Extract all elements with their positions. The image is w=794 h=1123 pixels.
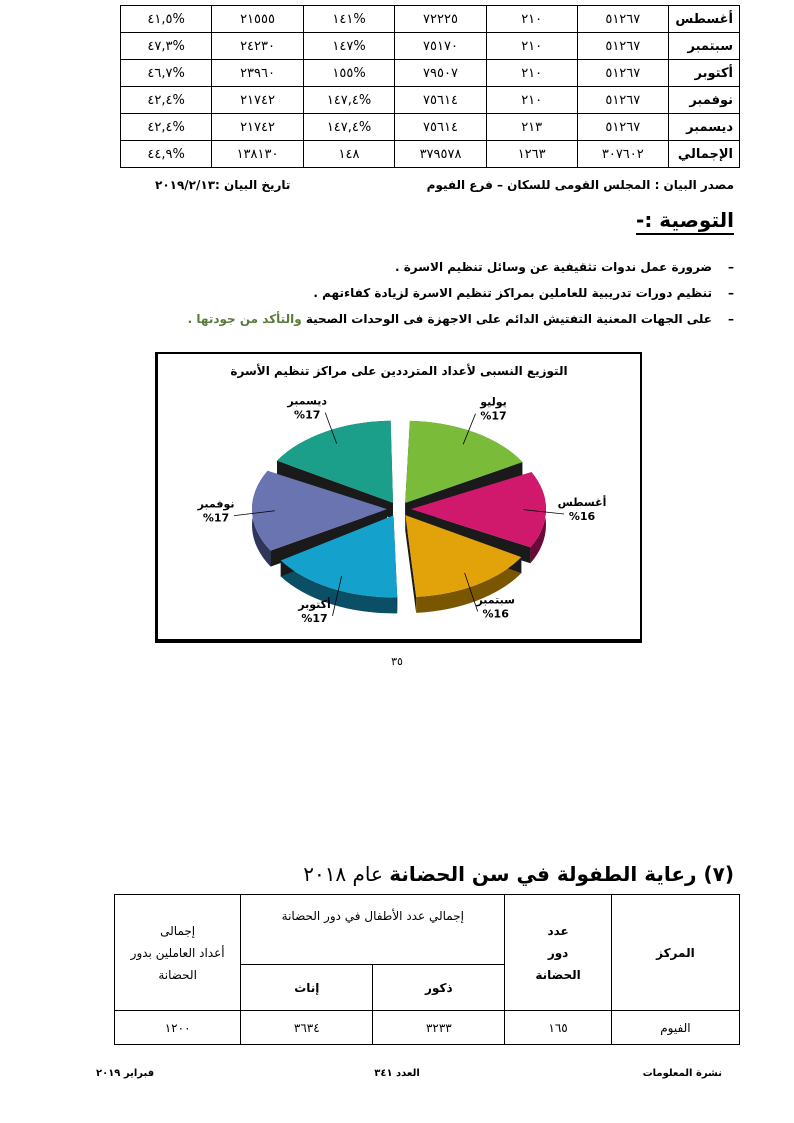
list-item: –تنظيم دورات تدريبية للعاملين بمراكز تنظيم الاسرة لزيادة كفاءتهم . [313,286,734,300]
cell-females: ٣٦٣٤ [241,1011,373,1045]
slice-label-value: %17 [301,611,328,625]
chart-title: التوزيع النسبى لأعداد المترددين على مراكز تنظيم الأسرة [230,364,568,378]
recommendation-title: التوصية :- [636,208,734,235]
table-cell: ٥١٢٦٧ [577,6,668,33]
slice-label-value: %16 [568,510,596,524]
table-row [121,114,740,141]
table-cell: ٧٥١٧٠ [395,33,486,60]
table-cell: ٥١٢٦٧ [577,87,668,114]
page-number: ٣٥ [391,655,403,668]
table-cell: ٢١٥٥٥ [212,6,303,33]
table-row [121,87,740,114]
header-children-total: إجمالي عدد الأطفال في دور الحضانة [241,895,505,965]
table-cell: ٧٥٦١٤ [395,87,486,114]
table-cell: %٤٤,٩ [121,141,212,168]
table-row [121,141,740,168]
slice-label-value: %17 [480,409,507,423]
slice-label-category: سبتمبر [476,593,515,607]
table-cell: %١٤٧,٤ [303,114,395,141]
table-row [121,60,740,87]
table-row [121,33,740,60]
row-label: أكتوبر [669,60,740,87]
table-cell: %٤٢,٤ [121,114,212,141]
footer-publication: نشرة المعلومات [642,1068,722,1079]
row-label: أغسطس [669,6,740,33]
header-nurseries: عدد دور الحضانة [505,895,611,1011]
pie-chart [155,352,642,643]
table-cell: %٤٦,٧ [121,60,212,87]
table-cell: ٢١٣ [486,114,577,141]
slice-label-category: ديسمبر [287,394,328,408]
slice-label-category: يوليو [480,395,507,409]
slice-label-category: أكتوبر [298,597,331,611]
cell-males: ٣٢٣٣ [373,1011,505,1045]
table-cell: ١٢٦٣ [486,141,577,168]
row-label: الإجمالي [669,141,740,168]
table-cell: ٧٩٥٠٧ [395,60,486,87]
table-cell: ٢١٧٤٢ [212,114,303,141]
slice-label-value: %17 [202,511,230,525]
table-cell: ٥١٢٦٧ [577,114,668,141]
footer-issue: العدد ٣٤١ [374,1068,420,1079]
table-row [121,6,740,33]
row-label: نوفمبر [669,87,740,114]
table-cell: ٧٢٢٢٥ [395,6,486,33]
slice-label-value: %16 [482,607,509,621]
cell-workers: ١٢٠٠ [115,1011,241,1045]
pie-chart-svg [158,354,640,639]
list-item: –ضرورة عمل ندوات تثقيفية عن وسائل تنظيم الاسرة . [394,260,734,274]
table-cell: ٥١٢٦٧ [577,60,668,87]
row-label: ديسمبر [669,114,740,141]
table-cell: ٧٥٦١٤ [395,114,486,141]
header-center: المركز [611,895,739,1011]
table-cell: ١٤٨ [303,141,395,168]
table-cell: ٢١٠ [486,60,577,87]
table-cell: ٢٣٩٦٠ [212,60,303,87]
header-males: ذكور [373,965,505,1011]
table-cell: ٢١٠ [486,6,577,33]
table-cell: ٢١٧٤٢ [212,87,303,114]
data-date: تاريخ البيان :٢٠١٩/٢/١٣ [155,178,291,192]
table-cell: ٥١٢٦٧ [577,33,668,60]
row-label: سبتمبر [669,33,740,60]
table-cell: ٣٧٩٥٧٨ [395,141,486,168]
table-cell: %١٤٧,٤ [303,87,395,114]
table-cell: %٤٢,٤ [121,87,212,114]
table-cell: %٤١,٥ [121,6,212,33]
data-source: مصدر البيان : المجلس القومى للسكان – فرع الفيوم [426,178,734,192]
slice-label-value: %17 [294,408,321,422]
childcare-table [114,894,740,1045]
table-cell: ١٣٨١٣٠ [212,141,303,168]
recommendation-list [174,258,734,336]
section-title: (٧) رعاية الطفولة في سن الحضانة عام ٢٠١٨ [303,862,734,886]
header-females: إناث [241,965,373,1011]
slice-label-category: أغسطس [557,496,607,510]
table-cell: ٢١٠ [486,33,577,60]
cell-nurseries: ١٦٥ [505,1011,611,1045]
table-cell: %٤٧,٣ [121,33,212,60]
header-workers: إجمالى أعداد العاملين بدور الحضانة [115,895,241,1011]
footer-date: فبراير ٢٠١٩ [96,1068,155,1079]
monthly-table [120,5,740,168]
table-cell: %١٤٧ [303,33,395,60]
cell-center: الفيوم [611,1011,739,1045]
list-item: –على الجهات المعنية التفتيش الدائم على الاجهزة فى الوحدات الصحية والتأكد من جودتها . [187,312,734,326]
table-cell: ٢٤٢٣٠ [212,33,303,60]
table-cell: ٣٠٧٦٠٢ [577,141,668,168]
slice-label-category: نوفمبر [197,497,235,511]
table-cell: ٢١٠ [486,87,577,114]
table-cell: %١٥٥ [303,60,395,87]
table-cell: %١٤١ [303,6,395,33]
